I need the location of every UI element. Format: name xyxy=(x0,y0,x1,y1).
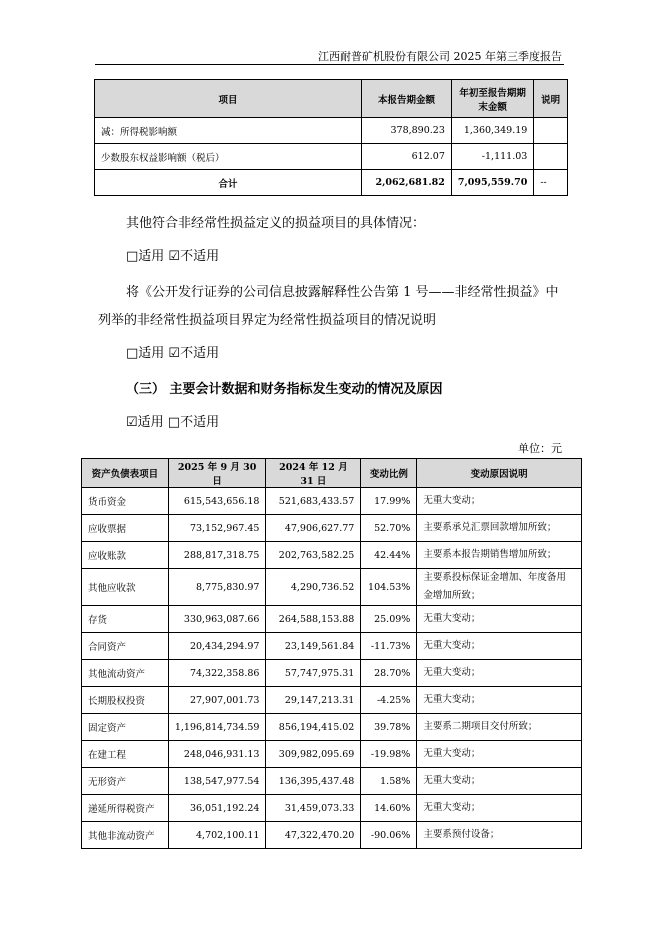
balance-sheet-changes-table xyxy=(81,458,582,849)
table-row xyxy=(82,687,582,714)
table-cell: 无重大变动； xyxy=(417,687,582,714)
table-cell: 28.70% xyxy=(361,660,417,687)
column-header: 本报告期金额 xyxy=(362,80,452,118)
total-row xyxy=(95,170,568,196)
table-cell: 74,322,358.86 xyxy=(168,660,266,687)
column-header: 2024 年 12 月 31 日 xyxy=(266,459,361,488)
table-cell: -1,111.03 xyxy=(451,144,533,170)
table-cell: 其他流动资产 xyxy=(82,660,169,687)
applicability-checkbox: □适用 ☑不适用 xyxy=(126,346,220,361)
table-cell: 无重大变动； xyxy=(417,741,582,768)
table-cell: 长期股权投资 xyxy=(82,687,169,714)
table-cell: 主要系二期项目交付所致； xyxy=(417,714,582,741)
table-cell: 39.78% xyxy=(361,714,417,741)
table-cell: 104.53% xyxy=(361,569,417,606)
table-row xyxy=(82,488,582,515)
table-cell: 52.70% xyxy=(361,515,417,542)
table-row xyxy=(82,741,582,768)
table-cell: -11.73% xyxy=(361,633,417,660)
table-cell: 无重大变动； xyxy=(417,488,582,515)
table-cell: 合计 xyxy=(95,170,362,196)
table-cell: 1,196,814,734.59 xyxy=(168,714,266,741)
table-cell: 42.44% xyxy=(361,542,417,569)
table-cell: 无重大变动； xyxy=(417,633,582,660)
table-cell: 无重大变动； xyxy=(417,660,582,687)
table-cell: 615,543,656.18 xyxy=(168,488,266,515)
paragraph-other-items: 其他符合非经常性损益定义的损益项目的具体情况： xyxy=(126,216,426,231)
table-row xyxy=(82,768,582,795)
table-cell: 31,459,073.33 xyxy=(266,795,361,822)
table-cell: 136,395,437.48 xyxy=(266,768,361,795)
table-cell: 固定资产 xyxy=(82,714,169,741)
table-cell: 7,095,559.70 xyxy=(451,170,533,196)
table-cell: 17.99% xyxy=(361,488,417,515)
paragraph-explanation-line1: 将《公开发行证券的公司信息披露解释性公告第 1 号——非经常性损益》中 xyxy=(126,285,559,300)
table-cell: 73,152,967.45 xyxy=(168,515,266,542)
applicability-checkbox: ☑适用 □不适用 xyxy=(126,415,220,430)
table-cell: 主要系承兑汇票回款增加所致； xyxy=(417,515,582,542)
table-cell: 2,062,681.82 xyxy=(362,170,452,196)
table-cell: 无重大变动； xyxy=(417,795,582,822)
table-cell: 在建工程 xyxy=(82,741,169,768)
table-cell: 减：所得税影响额 xyxy=(95,118,362,144)
table-row xyxy=(82,660,582,687)
table-cell: 47,322,470.20 xyxy=(266,822,361,849)
unit-label: 单位：元 xyxy=(518,442,562,455)
column-header: 项目 xyxy=(95,80,362,118)
table-cell: -4.25% xyxy=(361,687,417,714)
table-cell: 少数股东权益影响额（税后） xyxy=(95,144,362,170)
table-cell: 57,747,975.31 xyxy=(266,660,361,687)
table-cell xyxy=(534,118,568,144)
table-cell: 递延所得税资产 xyxy=(82,795,169,822)
table-header-row xyxy=(82,459,582,488)
table-cell: 264,588,153.88 xyxy=(266,606,361,633)
table-cell: 202,763,582.25 xyxy=(266,542,361,569)
table-cell: 其他非流动资产 xyxy=(82,822,169,849)
table-cell: 应收账款 xyxy=(82,542,169,569)
paragraph-explanation-line2: 列举的非经常性损益项目界定为经常性损益项目的情况说明 xyxy=(98,313,437,328)
table-row xyxy=(82,606,582,633)
table-row xyxy=(82,515,582,542)
table-cell xyxy=(534,144,568,170)
table-row xyxy=(82,795,582,822)
table-cell: 36,051,192.24 xyxy=(168,795,266,822)
page-header: 江西耐普矿机股份有限公司 2025 年第三季度报告 xyxy=(318,50,562,63)
table-cell: 1.58% xyxy=(361,768,417,795)
table-cell: 20,434,294.97 xyxy=(168,633,266,660)
column-header: 变动比例 xyxy=(361,459,417,488)
column-header: 变动原因说明 xyxy=(417,459,582,488)
table-cell: 23,149,561.84 xyxy=(266,633,361,660)
table-cell: 330,963,087.66 xyxy=(168,606,266,633)
table-cell: 612.07 xyxy=(362,144,452,170)
applicability-checkbox: □适用 ☑不适用 xyxy=(126,249,220,264)
table-cell: 4,290,736.52 xyxy=(266,569,361,606)
table-row xyxy=(95,144,568,170)
table-cell: 其他应收款 xyxy=(82,569,169,606)
table-cell: 856,194,415.02 xyxy=(266,714,361,741)
table-cell: 应收票据 xyxy=(82,515,169,542)
section-heading: （三） 主要会计数据和财务指标发生变动的情况及原因 xyxy=(126,382,443,397)
table-cell: 存货 xyxy=(82,606,169,633)
table-cell: 主要系本报告期销售增加所致； xyxy=(417,542,582,569)
column-header: 2025 年 9 月 30 日 xyxy=(168,459,266,488)
table-cell: 4,702,100.11 xyxy=(168,822,266,849)
table-cell: 309,982,095.69 xyxy=(266,741,361,768)
table-cell: 14.60% xyxy=(361,795,417,822)
table-cell: 521,683,433.57 xyxy=(266,488,361,515)
table-cell: 25.09% xyxy=(361,606,417,633)
table-cell: -- xyxy=(534,170,568,196)
table-cell: 1,360,349.19 xyxy=(451,118,533,144)
table-cell: 合同资产 xyxy=(82,633,169,660)
table-cell: 138,547,977.54 xyxy=(168,768,266,795)
nonrecurring-gains-table xyxy=(94,79,568,196)
table-header-row xyxy=(95,80,568,118)
table-cell: 47,906,627.77 xyxy=(266,515,361,542)
table-row xyxy=(82,822,582,849)
table-cell: 无形资产 xyxy=(82,768,169,795)
table-row xyxy=(82,633,582,660)
table-row xyxy=(82,714,582,741)
table-cell: 378,890.23 xyxy=(362,118,452,144)
table-cell: 主要系预付设备； xyxy=(417,822,582,849)
table-row xyxy=(82,542,582,569)
table-cell: 8,775,830.97 xyxy=(168,569,266,606)
table-cell: 288,817,318.75 xyxy=(168,542,266,569)
column-header: 年初至报告期期末金额 xyxy=(451,80,533,118)
table-cell: 主要系投标保证金增加、年度备用金增加所致； xyxy=(417,569,582,606)
table-cell: 无重大变动； xyxy=(417,606,582,633)
header-divider xyxy=(95,64,564,65)
table-cell: 29,147,213.31 xyxy=(266,687,361,714)
column-header: 说明 xyxy=(534,80,568,118)
table-row xyxy=(82,569,582,606)
table-row xyxy=(95,118,568,144)
table-cell: -90.06% xyxy=(361,822,417,849)
table-cell: 27,907,001.73 xyxy=(168,687,266,714)
table-cell: -19.98% xyxy=(361,741,417,768)
table-cell: 货币资金 xyxy=(82,488,169,515)
table-cell: 248,046,931.13 xyxy=(168,741,266,768)
column-header: 资产负债表项目 xyxy=(82,459,169,488)
table-cell: 无重大变动； xyxy=(417,768,582,795)
